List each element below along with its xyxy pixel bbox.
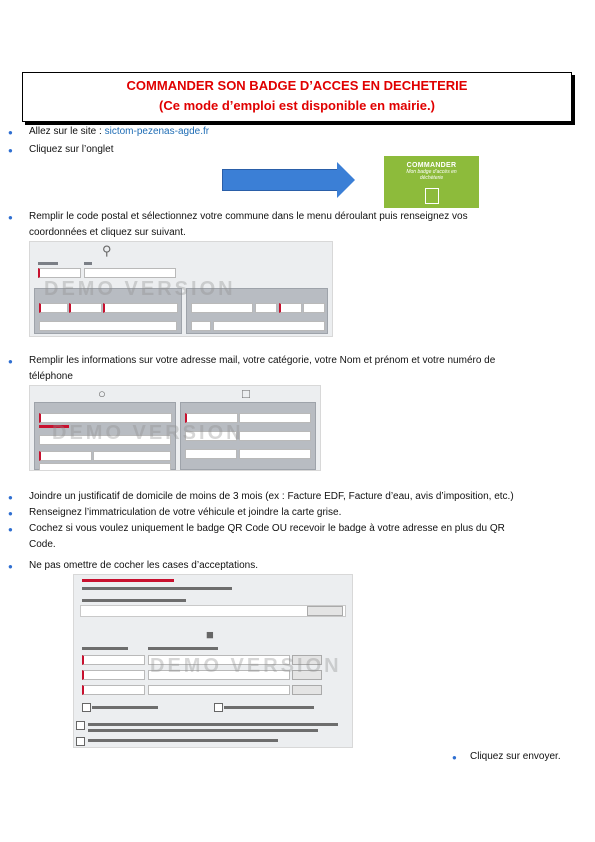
screenshot-documents-form xyxy=(73,574,353,748)
bullet-icon: ● xyxy=(8,128,13,137)
bullet-icon: ● xyxy=(8,509,13,518)
postal-code-field[interactable] xyxy=(38,268,81,278)
step-8-text: Ne pas omettre de cocher les cases d’acceptations. xyxy=(29,560,259,571)
step-7-line-2: Code. xyxy=(29,539,56,550)
arrow-head-icon xyxy=(337,162,355,198)
screenshot-coordinates-form xyxy=(29,241,333,337)
step-4-line-2: téléphone xyxy=(29,371,73,382)
watermark: DEMO VERSION xyxy=(44,278,236,300)
badge-by-mail-checkbox[interactable] xyxy=(214,703,223,712)
step-1-text: Allez sur le site : xyxy=(29,126,105,137)
bullet-icon: ● xyxy=(8,357,13,366)
bullet-icon: ● xyxy=(8,562,13,571)
page-title: COMMANDER SON BADGE D’ACCES EN DECHETERIE xyxy=(126,78,468,93)
step-4-line-1: Remplir les informations sur votre adresse mail, votre catégorie, votre Nom et prénom et votre numéro de xyxy=(29,355,496,366)
site-link[interactable]: sictom-pezenas-agde.fr xyxy=(104,126,210,137)
map-pin-icon: ⚲ xyxy=(102,243,112,258)
bullet-icon: ● xyxy=(8,493,13,502)
acceptance-checkbox-1[interactable] xyxy=(76,721,85,730)
commander-badge-button[interactable] xyxy=(384,156,479,208)
step-7-line-1: Cochez si vous voulez uniquement le badge QR Code OU recevoir le badge à votre adresse en plus du QR xyxy=(29,523,505,534)
proof-of-address-row xyxy=(80,605,346,617)
step-3-line-1: Remplir le code postal et sélectionnez votre commune dans le menu déroulant puis renseignez vos xyxy=(29,211,468,222)
bullet-icon: ● xyxy=(452,753,457,762)
bullet-icon: ● xyxy=(8,525,13,534)
car-icon: ■ xyxy=(206,627,214,642)
bullet-icon: ● xyxy=(8,146,13,155)
step-2-text: Cliquez sur l’onglet xyxy=(29,144,114,155)
commune-select[interactable] xyxy=(84,268,176,278)
browse-button[interactable] xyxy=(307,606,343,616)
step-9-text: Cliquez sur envoyer. xyxy=(470,751,561,762)
acceptance-checkbox-2[interactable] xyxy=(76,737,85,746)
step-5-text: Joindre un justificatif de domicile de moins de 3 mois (ex : Facture EDF, Facture d’eau, avis d’imposition, etc.) xyxy=(29,491,514,502)
arrow-right-icon xyxy=(222,169,339,191)
commander-heading: COMMANDER xyxy=(406,162,457,169)
bullet-icon: ● xyxy=(8,213,13,222)
title-box xyxy=(22,72,572,122)
form-icon xyxy=(425,188,439,204)
step-3-line-2: coordonnées et cliquez sur suivant. xyxy=(29,227,186,238)
commander-sub-2: déchèterie xyxy=(419,175,444,181)
step-6-text: Renseignez l’immatriculation de votre véhicule et joindre la carte grise. xyxy=(29,507,342,518)
step-1 xyxy=(29,124,209,140)
upload-button-3[interactable] xyxy=(292,685,322,695)
phone-icon: □ xyxy=(242,386,250,401)
watermark: DEMO VERSION xyxy=(52,422,244,444)
screenshot-identity-form xyxy=(29,385,321,471)
user-icon: ○ xyxy=(98,386,106,401)
page-subtitle: (Ce mode d’emploi est disponible en mairie.) xyxy=(159,98,435,113)
commander-sub-1: Mon badge d’accès en xyxy=(406,169,457,175)
watermark: DEMO VERSION xyxy=(150,655,342,677)
qr-code-checkbox[interactable] xyxy=(82,703,91,712)
